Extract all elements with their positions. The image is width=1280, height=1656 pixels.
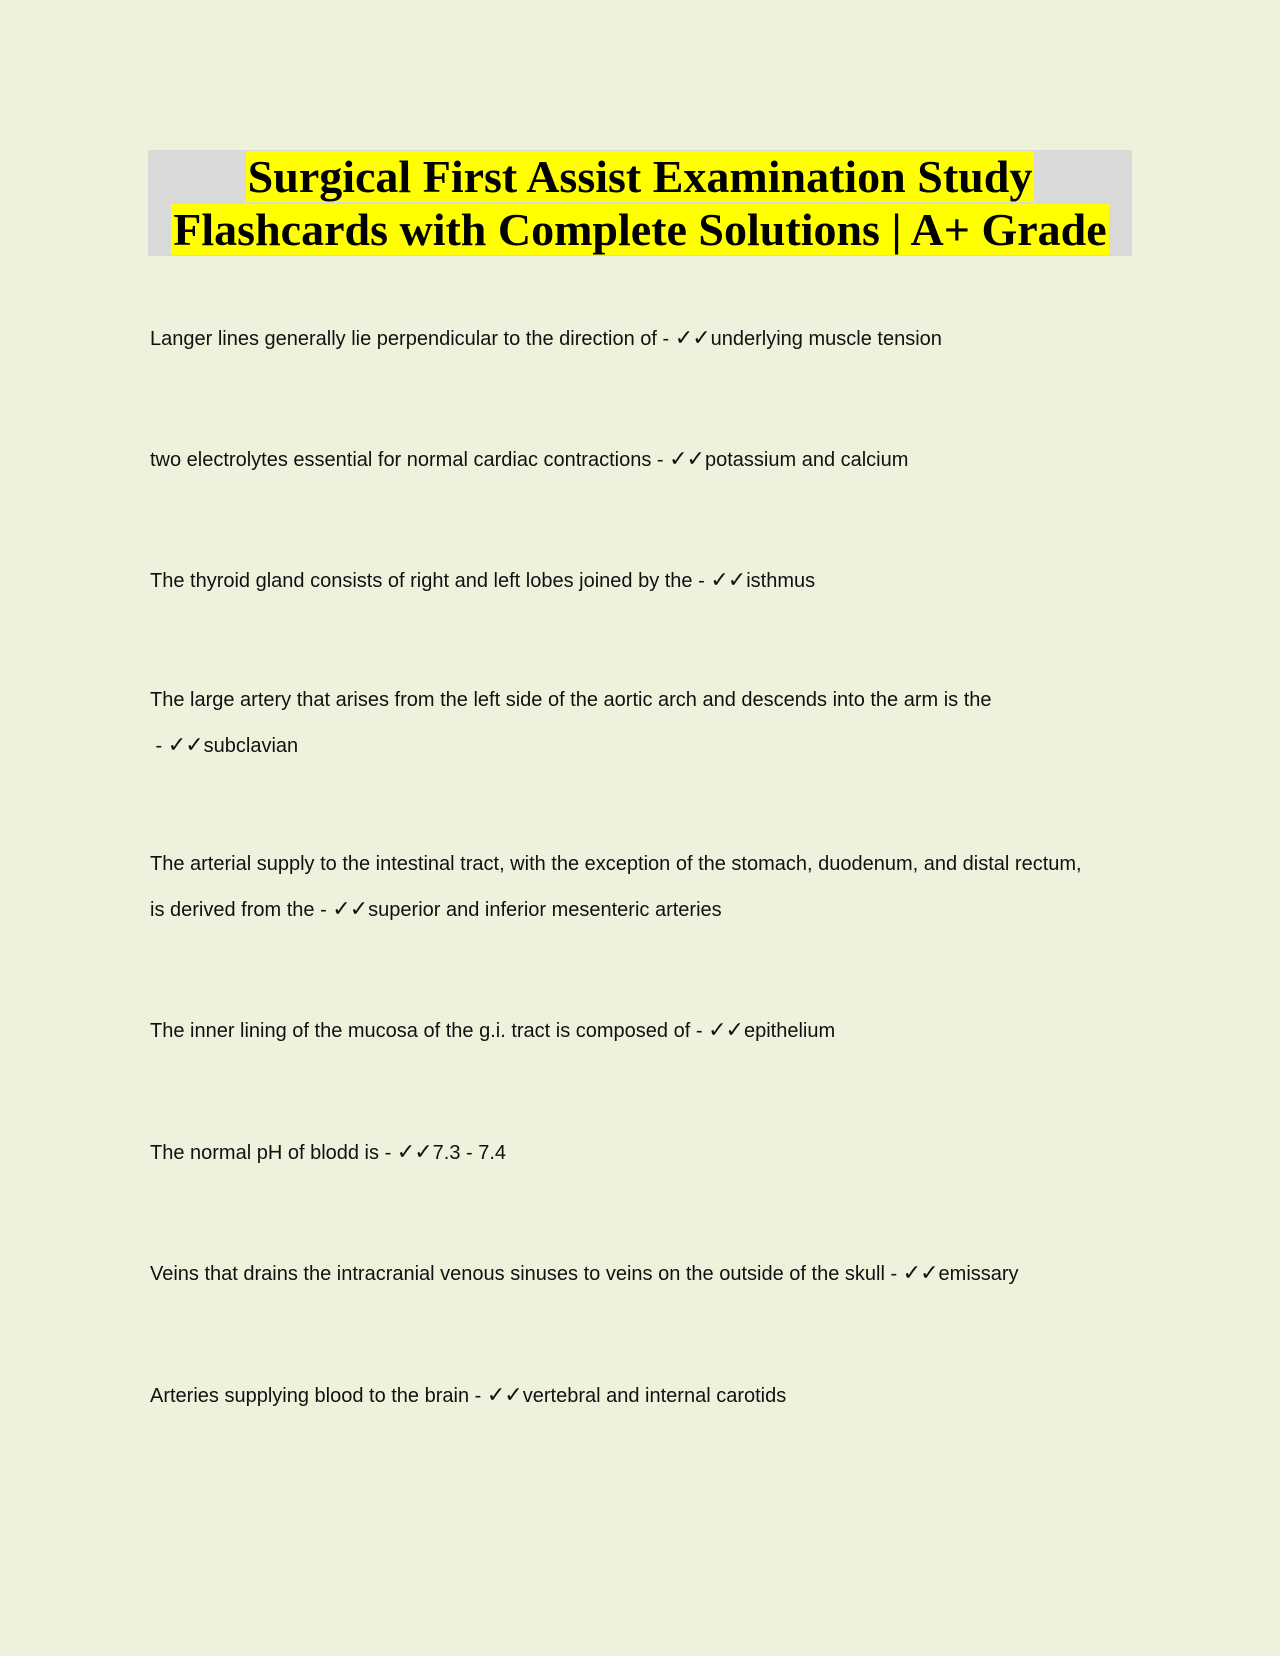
separator: - xyxy=(656,328,675,350)
double-check-icon: ✓✓ xyxy=(332,897,368,922)
flashcard-item xyxy=(150,1373,1090,1419)
flashcard-answer: vertebral and internal carotids xyxy=(522,1385,787,1407)
separator: - xyxy=(150,735,168,757)
flashcard-question: two electrolytes essential for normal cardiac contractions xyxy=(150,449,652,471)
double-check-icon: ✓✓ xyxy=(708,1018,743,1043)
title-text-2: Flashcards with Complete Solutions | A+ Grade xyxy=(173,204,1107,255)
flashcard-item xyxy=(150,1008,1090,1054)
separator: - xyxy=(651,449,670,471)
double-check-icon: ✓✓ xyxy=(669,447,704,472)
flashcard-question: The large artery that arises from the left side of the aortic arch and descends into the arm is the xyxy=(150,689,992,711)
flashcard-answer: epithelium xyxy=(743,1020,836,1042)
flashcard-answer: 7.3 - 7.4 xyxy=(432,1142,507,1164)
flashcard-item xyxy=(150,1251,1090,1297)
flashcard-item xyxy=(150,437,1090,483)
separator: - xyxy=(469,1385,487,1407)
flashcard-question: Langer lines generally lie perpendicular to the direction of xyxy=(150,328,657,350)
flashcard-item xyxy=(150,558,1090,604)
flashcard-question: Veins that drains the intracranial venous sinuses to veins on the outside of the skull xyxy=(150,1263,885,1285)
flashcard-answer: isthmus xyxy=(746,570,816,592)
double-check-icon: ✓✓ xyxy=(396,1140,432,1165)
flashcard-answer: subclavian xyxy=(203,735,299,757)
title-text-1: Surgical First Assist Examination Study xyxy=(247,151,1033,202)
double-check-icon: ✓✓ xyxy=(902,1261,938,1286)
separator: - xyxy=(692,570,711,592)
separator: - xyxy=(884,1263,903,1285)
flashcard-answer: potassium and calcium xyxy=(704,449,909,471)
flashcard-question: The thyroid gland consists of right and left lobes joined by the xyxy=(150,570,693,592)
separator: - xyxy=(690,1020,709,1042)
flashcard-item xyxy=(150,678,1090,769)
flashcard-answer: superior and inferior mesenteric arteries xyxy=(368,899,722,921)
double-check-icon: ✓✓ xyxy=(167,733,203,758)
flashcard-question: Arteries supplying blood to the brain xyxy=(150,1385,470,1407)
flashcard-question: The inner lining of the mucosa of the g.i. tract is composed of xyxy=(150,1020,691,1042)
double-check-icon: ✓✓ xyxy=(710,568,746,593)
double-check-icon: ✓✓ xyxy=(674,326,710,351)
separator: - xyxy=(379,1142,397,1164)
flashcard-answer: emissary xyxy=(938,1263,1019,1285)
flashcard-question: The arterial supply to the intestinal tract, with the exception of the stomach, duodenum, and distal rectum, is derived from the xyxy=(150,853,1082,921)
double-check-icon: ✓✓ xyxy=(486,1383,522,1408)
flashcard-question: The normal pH of blodd is xyxy=(150,1142,380,1164)
flashcard-item xyxy=(150,316,1090,362)
document-title-line-2 xyxy=(148,203,1132,256)
flashcard-answer: underlying muscle tension xyxy=(710,328,942,350)
flashcard-item xyxy=(150,1130,1090,1176)
document-title-block xyxy=(148,150,1132,256)
separator: - xyxy=(314,899,333,921)
flashcard-item xyxy=(150,842,1090,933)
document-title-line-1 xyxy=(148,150,1132,203)
